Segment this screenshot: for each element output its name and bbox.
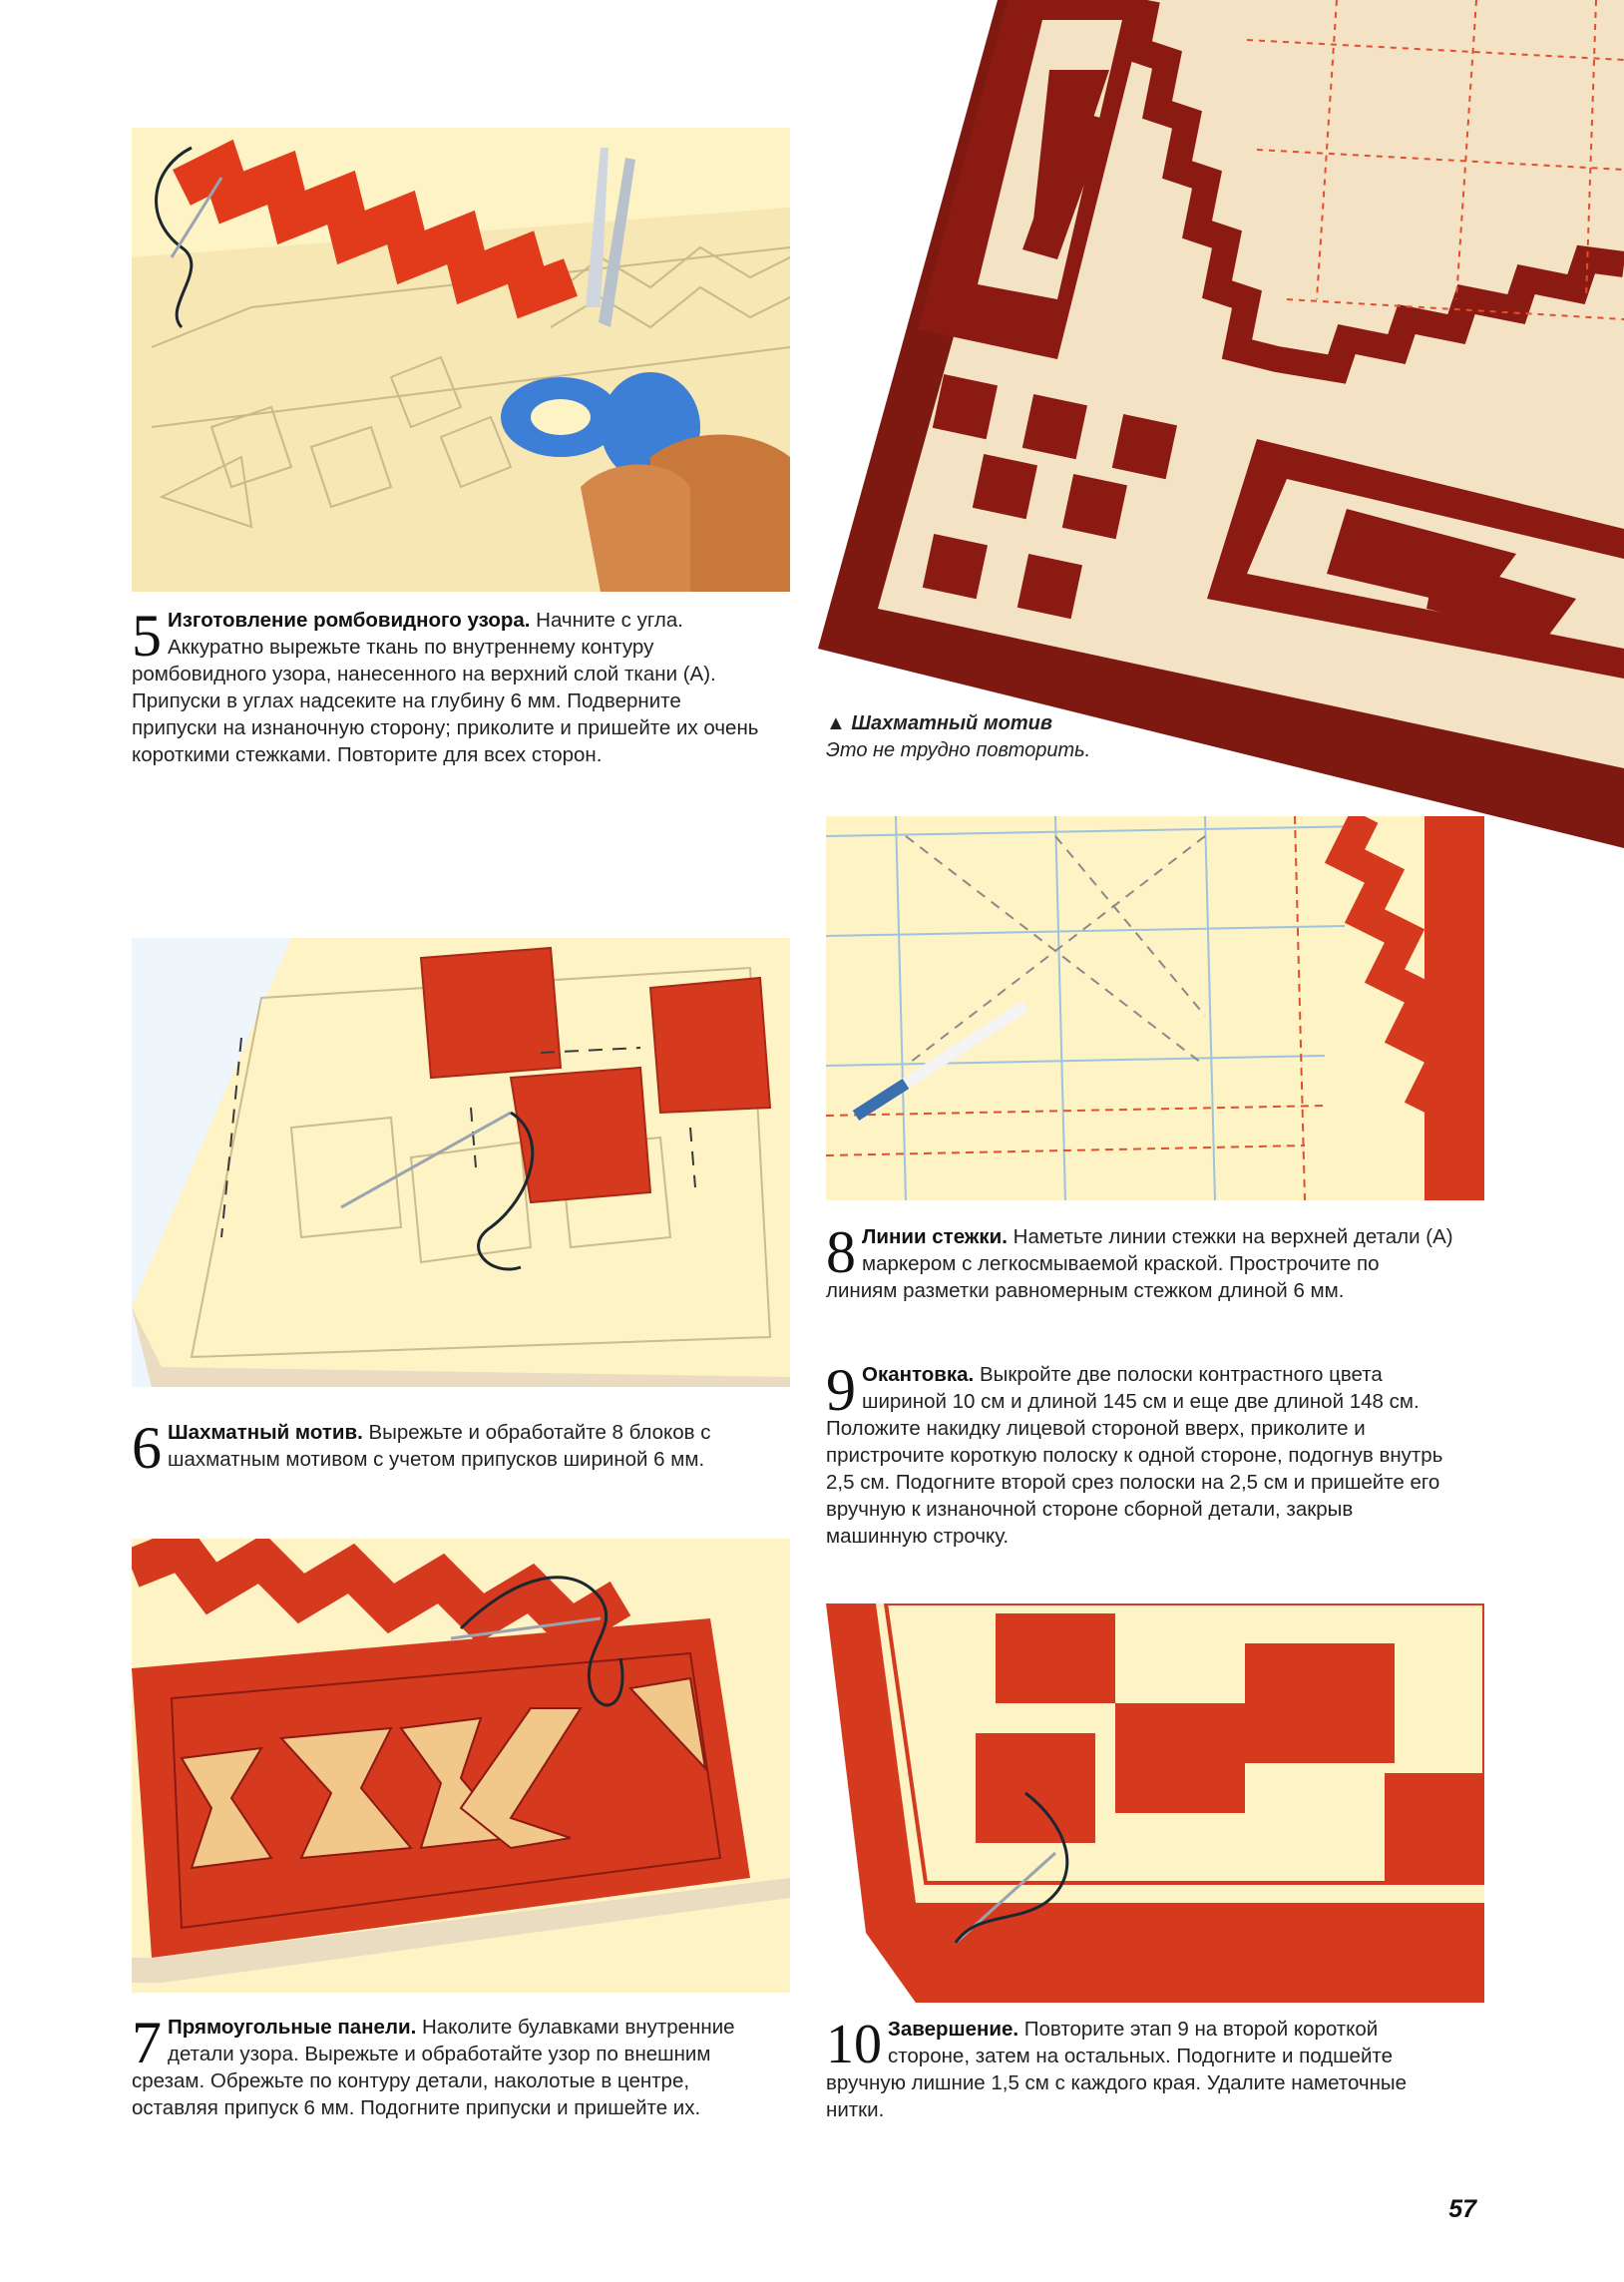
- step-text: Выкройте две полоски контрастного цвета шириной 10 см и длиной 145 см и еще две длиной 148 см. Положите накидку лицевой стороной вверх, приколите и пристрочите короткую полоску к одной стороне, подогнув внутрь 2,5 см. Подогните второй срез полоски на 2,5 см и пришейте его вручную к изнаночной стороне сборной детали, закрыв машинную строчку.: [826, 1363, 1443, 1548]
- step-title: Шахматный мотив.: [168, 1421, 369, 1444]
- step-number: 5: [132, 603, 162, 669]
- photo-caption: [826, 710, 1424, 764]
- step-6-illustration: [132, 938, 790, 1387]
- step-number: 8: [826, 1219, 856, 1285]
- step-8: [826, 1219, 1454, 1304]
- step-number: 7: [132, 2010, 162, 2075]
- step-title: Завершение.: [888, 2018, 1024, 2041]
- caption-subtitle: Это не трудно повторить.: [826, 739, 1091, 761]
- step-text: Наколите булавками внутренние детали узора. Вырежьте и обработайте узор по внешним срезам. Обрежьте по контуру детали, наколотые в центре, оставляя припуск 6 мм. Подогните припуски и пришейте их.: [132, 2016, 735, 2119]
- step-text: Наметьте линии стежки на верхней детали (А) маркером с легкосмываемой краской. Прострочите по линиям разметки равномерным стежком длиной 6 мм.: [826, 1225, 1453, 1302]
- step-number: 6: [132, 1415, 162, 1481]
- page-number: 57: [1448, 2195, 1476, 2223]
- step-7: [132, 2010, 770, 2121]
- step-text: Повторите этап 9 на второй короткой стороне, затем на остальных. Подогните и подшейте вручную лишние 1,5 см с каждого края. Удалите наметочные нитки.: [826, 2018, 1408, 2121]
- caption-triangle-icon: ▲: [826, 712, 852, 734]
- step-7-illustration: [132, 1539, 790, 1993]
- step-5-illustration: [132, 128, 790, 592]
- step-title: Изготовление ромбовидного узора.: [168, 609, 537, 632]
- step-title: Прямоугольные панели.: [168, 2016, 422, 2039]
- step-6: [132, 1415, 770, 1481]
- step-8-illustration: [826, 816, 1484, 1200]
- step-title: Окантовка.: [862, 1363, 980, 1386]
- step-number: 10: [826, 2014, 882, 2075]
- step-9: [826, 1357, 1454, 1550]
- step-text: Начните с угла. Аккуратно вырежьте ткань по внутреннему контуру ромбовидного узора, нанесенного на верхний слой ткани (А). Припуски в углах надсеките на глубину 6 мм. Подверните припуски на изнаночную сторону; приколите и пришейте их очень короткими стежками. Повторите для всех сторон.: [132, 609, 759, 766]
- step-number: 9: [826, 1357, 856, 1423]
- step-5: [132, 603, 770, 768]
- step-title: Линии стежки.: [862, 1225, 1014, 1248]
- step-text: Вырежьте и обработайте 8 блоков с шахматным мотивом с учетом припусков шириной 6 мм.: [168, 1421, 711, 1471]
- caption-title: Шахматный мотив: [851, 712, 1052, 734]
- step-10-illustration: [826, 1603, 1484, 2003]
- step-10: [826, 2016, 1464, 2123]
